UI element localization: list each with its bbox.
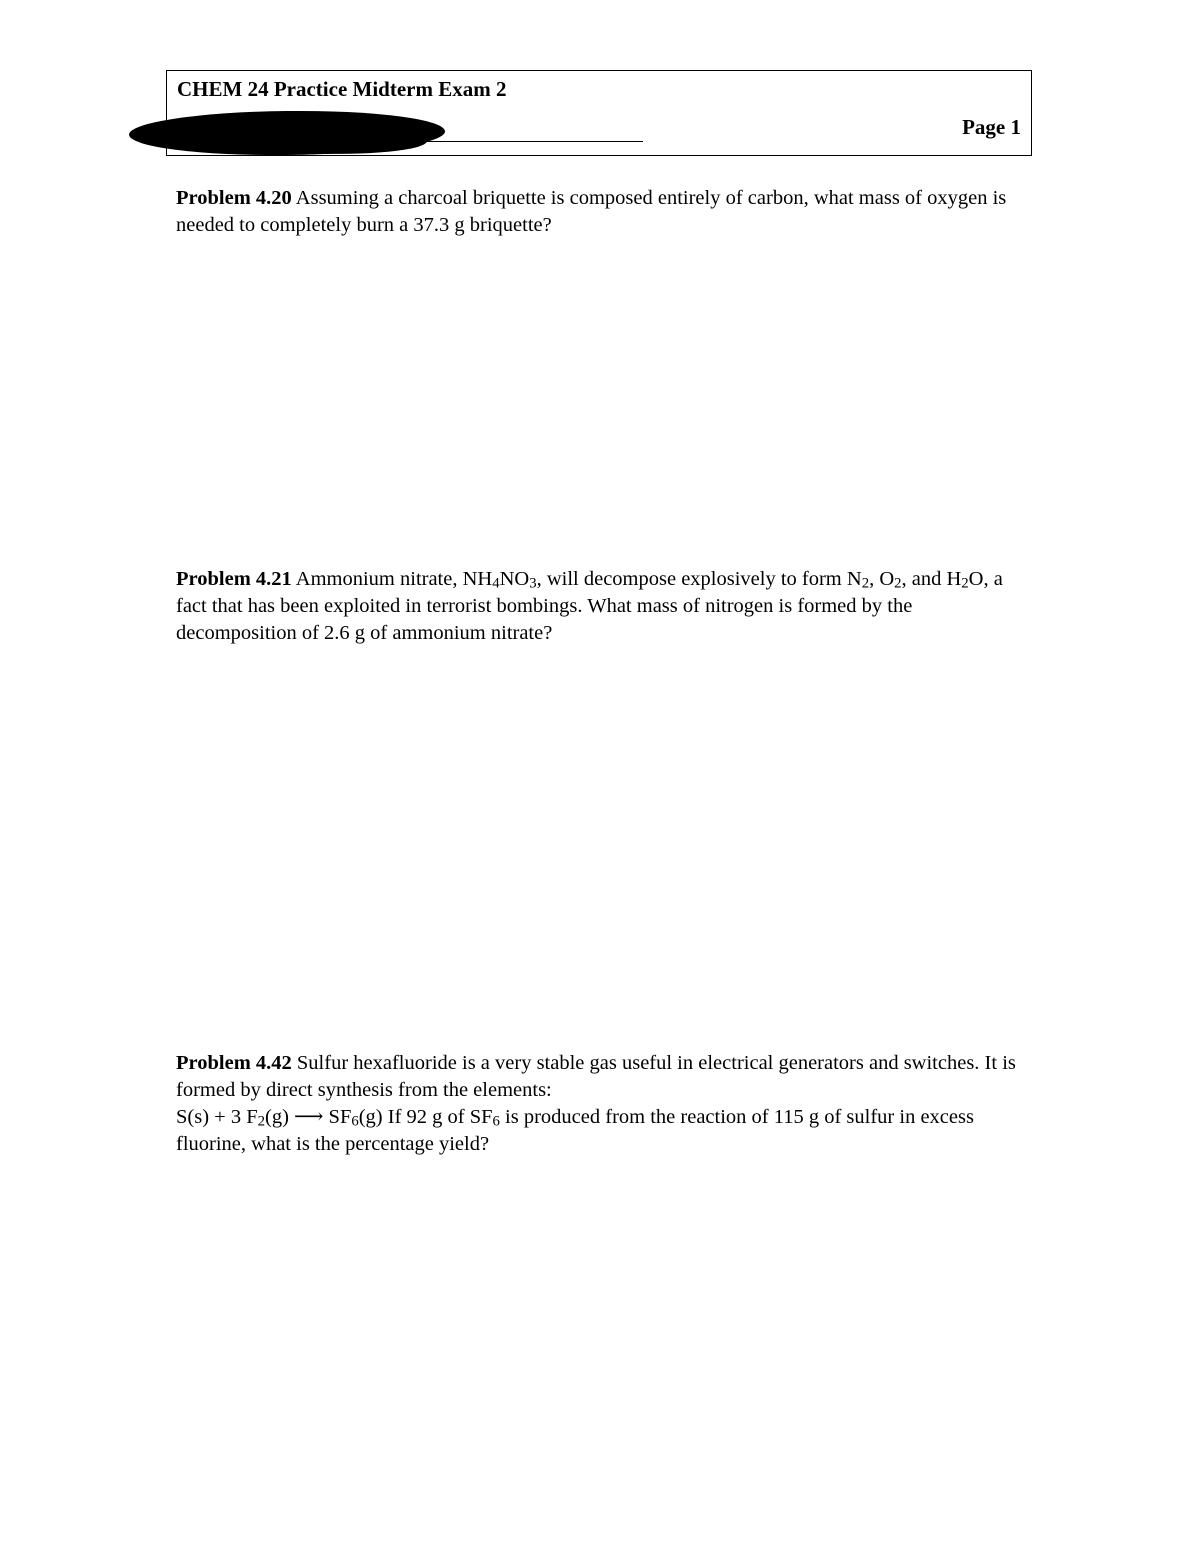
problem-text: Sulfur hexafluoride is a very stable gas useful in electrical generators and switches. It is formed by direct synthesis from the elements: S(s) + 3 $F_2(g)$ ⟶ $SF_6(g)$ If 92 g of $SF_6$ is produced from the reaction of 115 g of sulfur in excess fluorine, what is the percentage yield?: [176, 1052, 1016, 1155]
exam-title: CHEM 24 Practice Midterm Exam 2: [177, 77, 507, 101]
page-number: Page 1: [962, 115, 1021, 139]
problem-number: Problem 4.42: [176, 1052, 292, 1074]
problem-number: Problem 4.20: [176, 187, 292, 209]
problem-text: Ammonium nitrate, $NH_4NO_3$, will decompose explosively to form $N_2$, $O_2$, and $H_2O$, a fact that has been exploited in terrorist bombings. What mass of nitrogen is formed by the decomposition of 2.6 g of ammonium nitrate?: [176, 568, 1003, 644]
problem-4-42: [176, 1050, 1036, 1158]
problem-text: Assuming a charcoal briquette is composed entirely of carbon, what mass of oxygen is needed to completely burn a 37.3 g briquette?: [176, 187, 1007, 236]
problem-number: Problem 4.21: [176, 568, 292, 590]
exam-header: [166, 70, 1032, 156]
problem-4-20: [176, 185, 1036, 239]
problem-4-21: [176, 566, 1036, 647]
